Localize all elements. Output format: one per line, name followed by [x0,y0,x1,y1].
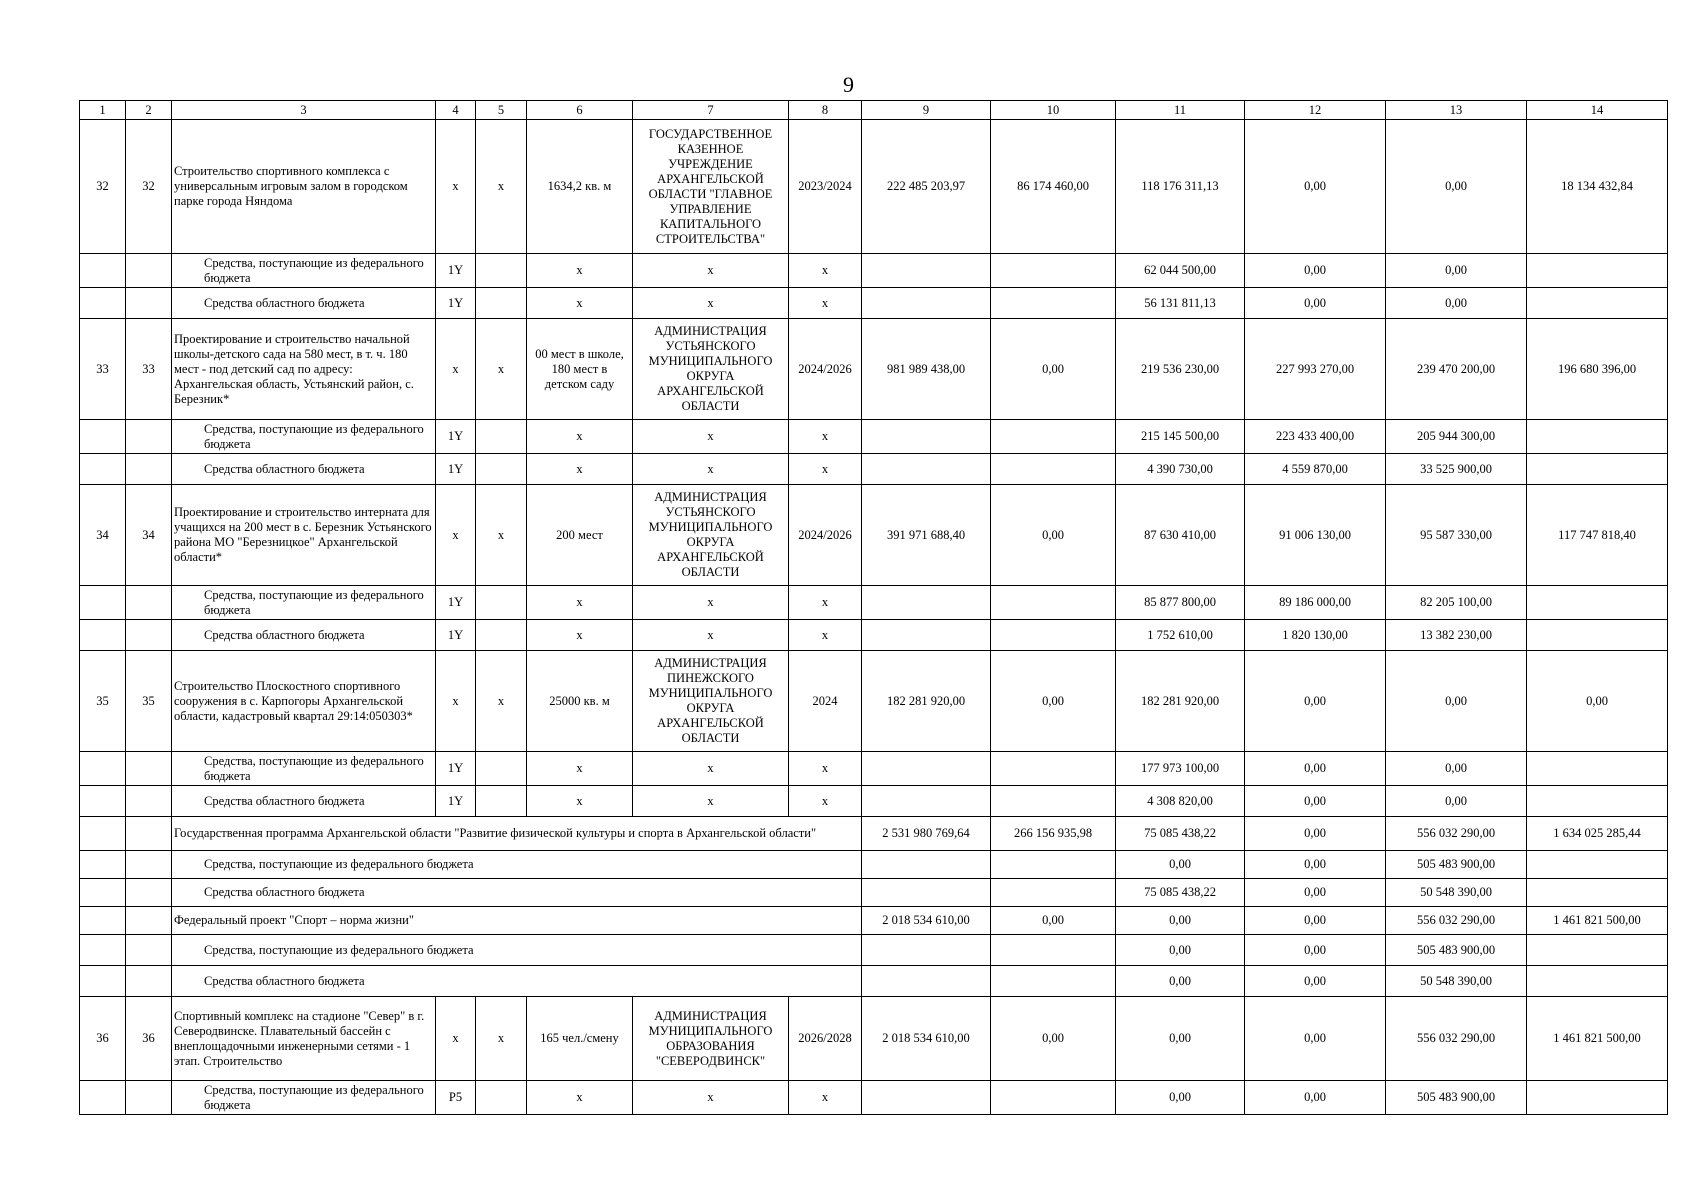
value-9: 2 531 980 769,64 [862,817,991,851]
value-12: 0,00 [1245,851,1386,879]
empty-cell [1527,620,1668,651]
table-row-program [80,817,1668,851]
empty-cell [1527,1081,1668,1115]
table-row-federal [80,752,1668,786]
value-14: 117 747 818,40 [1527,485,1668,586]
empty-cell [1527,966,1668,997]
cell-c6: х [527,454,633,485]
value-12: 0,00 [1245,935,1386,966]
table-row-object [80,120,1668,254]
table-row-regional [80,786,1668,817]
empty-cell [126,620,172,651]
cell-c7: х [633,1081,789,1115]
value-13: 0,00 [1386,786,1527,817]
project-title: Федеральный проект "Спорт – норма жизни" [172,907,862,935]
value-11: 85 877 800,00 [1116,586,1245,620]
table-row-regional [80,454,1668,485]
value-11: 0,00 [1116,907,1245,935]
header-row [80,101,1668,120]
value-13: 505 483 900,00 [1386,851,1527,879]
value-9: 182 281 920,00 [862,651,991,752]
table-row-federal [80,851,1668,879]
empty-cell [80,586,126,620]
table-row-object [80,997,1668,1081]
value-10: 86 174 460,00 [991,120,1116,254]
funding-label: Средства областного бюджета [172,620,436,651]
funding-label: Средства, поступающие из федерального бюджета [172,935,862,966]
funding-label: Средства, поступающие из федерального бюджета [172,420,436,454]
cell-c8: х [789,454,862,485]
value-10: 0,00 [991,997,1116,1081]
cell-c8: х [789,254,862,288]
customer-org: ГОСУДАРСТВЕННОЕ КАЗЕННОЕ УЧРЕЖДЕНИЕ АРХАНГЕЛЬСКОЙ ОБЛАСТИ "ГЛАВНОЕ УПРАВЛЕНИЕ КАПИТАЛЬНОГО СТРОИТЕЛЬСТВА" [633,120,789,254]
value-12: 0,00 [1245,879,1386,907]
col-header: 4 [436,101,476,120]
cell-c4: х [436,997,476,1081]
cell-c4: х [436,319,476,420]
value-11: 1 752 610,00 [1116,620,1245,651]
value-12: 91 006 130,00 [1245,485,1386,586]
value-13: 505 483 900,00 [1386,935,1527,966]
funding-label: Средства областного бюджета [172,786,436,817]
funding-label: Средства областного бюджета [172,966,862,997]
period: 2024/2026 [789,485,862,586]
customer-org: АДМИНИСТРАЦИЯ МУНИЦИПАЛЬНОГО ОБРАЗОВАНИЯ "СЕВЕРОДВИНСК" [633,997,789,1081]
cell-c6: х [527,254,633,288]
budget-code: 1Y [436,454,476,485]
empty-cell [1527,851,1668,879]
value-11: 62 044 500,00 [1116,254,1245,288]
empty-cell [80,879,126,907]
empty-cell [126,454,172,485]
value-13: 0,00 [1386,288,1527,319]
cell-c7: х [633,786,789,817]
table-row-federal [80,1081,1668,1115]
empty-cell [991,966,1116,997]
value-14: 196 680 396,00 [1527,319,1668,420]
cell-c8: х [789,1081,862,1115]
value-9: 222 485 203,97 [862,120,991,254]
col-header: 6 [527,101,633,120]
empty-cell [126,786,172,817]
col-header: 2 [126,101,172,120]
value-11: 215 145 500,00 [1116,420,1245,454]
empty-cell [476,1081,527,1115]
customer-org: АДМИНИСТРАЦИЯ ПИНЕЖСКОГО МУНИЦИПАЛЬНОГО ОКРУГА АРХАНГЕЛЬСКОЙ ОБЛАСТИ [633,651,789,752]
value-14: 0,00 [1527,651,1668,752]
funding-label: Средства областного бюджета [172,288,436,319]
empty-cell [80,420,126,454]
value-13: 0,00 [1386,254,1527,288]
empty-cell [80,620,126,651]
value-10: 0,00 [991,319,1116,420]
empty-cell [80,254,126,288]
empty-cell [476,620,527,651]
empty-cell [862,966,991,997]
empty-cell [991,786,1116,817]
empty-cell [1527,586,1668,620]
value-11: 4 390 730,00 [1116,454,1245,485]
value-12: 0,00 [1245,907,1386,935]
empty-cell [80,752,126,786]
empty-cell [126,966,172,997]
capacity: 200 мест [527,485,633,586]
value-13: 556 032 290,00 [1386,817,1527,851]
budget-code: 1Y [436,288,476,319]
funding-label: Средства областного бюджета [172,454,436,485]
col-header: 5 [476,101,527,120]
funding-label: Средства, поступающие из федерального бюджета [172,586,436,620]
capacity: 25000 кв. м [527,651,633,752]
value-12: 0,00 [1245,651,1386,752]
cell-c8: х [789,420,862,454]
cell-c7: х [633,420,789,454]
empty-cell [126,586,172,620]
empty-cell [126,879,172,907]
capacity: 00 мест в школе, 180 мест в детском саду [527,319,633,420]
empty-cell [476,586,527,620]
empty-cell [1527,752,1668,786]
value-9: 2 018 534 610,00 [862,997,991,1081]
period: 2026/2028 [789,997,862,1081]
value-11: 0,00 [1116,935,1245,966]
empty-cell [991,420,1116,454]
value-13: 82 205 100,00 [1386,586,1527,620]
cell-c8: х [789,288,862,319]
table-row-federal [80,935,1668,966]
value-12: 0,00 [1245,752,1386,786]
value-14: 1 634 025 285,44 [1527,817,1668,851]
value-13: 0,00 [1386,651,1527,752]
budget-code: 1Y [436,752,476,786]
table-row-federal [80,420,1668,454]
budget-code: 1Y [436,254,476,288]
cell-c7: х [633,254,789,288]
empty-cell [862,786,991,817]
value-12: 0,00 [1245,786,1386,817]
table-row-federal [80,586,1668,620]
value-12: 0,00 [1245,1081,1386,1115]
budget-code: 1Y [436,420,476,454]
value-13: 205 944 300,00 [1386,420,1527,454]
row-number: 33 [80,319,126,420]
empty-cell [126,817,172,851]
empty-cell [126,907,172,935]
table-row-object [80,319,1668,420]
value-12: 0,00 [1245,254,1386,288]
value-11: 56 131 811,13 [1116,288,1245,319]
object-name: Строительство Плоскостного спортивного сооружения в с. Карпогоры Архангельской области, кадастровый квартал 29:14:050303* [172,651,436,752]
empty-cell [126,1081,172,1115]
table-row-regional [80,288,1668,319]
cell-c7: х [633,454,789,485]
row-number-2: 35 [126,651,172,752]
value-13: 239 470 200,00 [1386,319,1527,420]
object-name: Проектирование и строительство начальной школы-детского сада на 580 мест, в т. ч. 180 мест - под детский сад по адресу: Архангельская область, Устьянский район, с. Березник* [172,319,436,420]
empty-cell [80,288,126,319]
period: 2023/2024 [789,120,862,254]
empty-cell [476,420,527,454]
empty-cell [991,288,1116,319]
empty-cell [862,454,991,485]
value-9: 981 989 438,00 [862,319,991,420]
empty-cell [476,752,527,786]
table-row-project [80,907,1668,935]
value-13: 50 548 390,00 [1386,966,1527,997]
program-title: Государственная программа Архангельской области "Развитие физической культуры и спорта в Архангельской области" [172,817,862,851]
empty-cell [1527,288,1668,319]
empty-cell [862,620,991,651]
empty-cell [1527,786,1668,817]
value-9: 2 018 534 610,00 [862,907,991,935]
col-header: 9 [862,101,991,120]
cell-c8: х [789,752,862,786]
empty-cell [80,935,126,966]
empty-cell [476,786,527,817]
value-13: 505 483 900,00 [1386,1081,1527,1115]
cell-c6: х [527,1081,633,1115]
value-12: 0,00 [1245,288,1386,319]
table-row-regional [80,879,1668,907]
value-12: 0,00 [1245,997,1386,1081]
empty-cell [991,752,1116,786]
capacity: 1634,2 кв. м [527,120,633,254]
empty-cell [1527,420,1668,454]
empty-cell [991,879,1116,907]
capacity: 165 чел./смену [527,997,633,1081]
empty-cell [1527,935,1668,966]
value-13: 0,00 [1386,752,1527,786]
row-number: 36 [80,997,126,1081]
value-12: 0,00 [1245,817,1386,851]
col-header: 14 [1527,101,1668,120]
empty-cell [80,1081,126,1115]
empty-cell [991,935,1116,966]
empty-cell [991,254,1116,288]
budget-code: Р5 [436,1081,476,1115]
col-header: 10 [991,101,1116,120]
funding-label: Средства, поступающие из федерального бюджета [172,1081,436,1115]
empty-cell [126,851,172,879]
col-header: 1 [80,101,126,120]
row-number: 34 [80,485,126,586]
page-number: 9 [843,72,854,97]
funding-label: Средства, поступающие из федерального бюджета [172,851,862,879]
table-row-regional [80,966,1668,997]
col-header: 13 [1386,101,1527,120]
row-number-2: 32 [126,120,172,254]
cell-c6: х [527,620,633,651]
cell-c7: х [633,586,789,620]
cell-c4: х [436,485,476,586]
value-13: 556 032 290,00 [1386,907,1527,935]
value-11: 0,00 [1116,1081,1245,1115]
funding-label: Средства, поступающие из федерального бюджета [172,254,436,288]
cell-c6: х [527,420,633,454]
row-number: 35 [80,651,126,752]
col-header: 8 [789,101,862,120]
empty-cell [862,586,991,620]
value-12: 4 559 870,00 [1245,454,1386,485]
empty-cell [126,752,172,786]
value-10: 0,00 [991,485,1116,586]
empty-cell [126,420,172,454]
empty-cell [80,786,126,817]
value-13: 556 032 290,00 [1386,997,1527,1081]
row-number-2: 34 [126,485,172,586]
cell-c6: х [527,586,633,620]
object-name: Спортивный комплекс на стадионе "Север" в г. Северодвинске. Плавательный бассейн с внеплощадочными инженерными сетями - 1 этап. Строительство [172,997,436,1081]
empty-cell [991,851,1116,879]
empty-cell [862,935,991,966]
value-11: 177 973 100,00 [1116,752,1245,786]
value-13: 0,00 [1386,120,1527,254]
cell-c8: х [789,786,862,817]
empty-cell [80,454,126,485]
customer-org: АДМИНИСТРАЦИЯ УСТЬЯНСКОГО МУНИЦИПАЛЬНОГО ОКРУГА АРХАНГЕЛЬСКОЙ ОБЛАСТИ [633,485,789,586]
value-11: 0,00 [1116,851,1245,879]
value-14: 1 461 821 500,00 [1527,997,1668,1081]
empty-cell [476,254,527,288]
empty-cell [80,907,126,935]
period: 2024/2026 [789,319,862,420]
value-12: 0,00 [1245,120,1386,254]
object-name: Проектирование и строительство интерната для учащихся на 200 мест в с. Березник Устьянского района МО "Березницкое" Архангельской области* [172,485,436,586]
empty-cell [1527,454,1668,485]
col-header: 7 [633,101,789,120]
cell-c6: х [527,786,633,817]
cell-c8: х [789,620,862,651]
empty-cell [862,288,991,319]
cell-c7: х [633,752,789,786]
empty-cell [126,935,172,966]
empty-cell [80,966,126,997]
value-14: 18 134 432,84 [1527,120,1668,254]
value-11: 75 085 438,22 [1116,817,1245,851]
value-9: 391 971 688,40 [862,485,991,586]
cell-c5: х [476,319,527,420]
empty-cell [991,1081,1116,1115]
value-11: 118 176 311,13 [1116,120,1245,254]
row-number: 32 [80,120,126,254]
table-row-object [80,651,1668,752]
empty-cell [80,817,126,851]
table-row-regional [80,620,1668,651]
value-10: 0,00 [991,651,1116,752]
empty-cell [1527,879,1668,907]
customer-org: АДМИНИСТРАЦИЯ УСТЬЯНСКОГО МУНИЦИПАЛЬНОГО ОКРУГА АРХАНГЕЛЬСКОЙ ОБЛАСТИ [633,319,789,420]
value-13: 50 548 390,00 [1386,879,1527,907]
empty-cell [1527,254,1668,288]
empty-cell [862,1081,991,1115]
cell-c5: х [476,120,527,254]
value-11: 182 281 920,00 [1116,651,1245,752]
cell-c7: х [633,620,789,651]
budget-code: 1Y [436,786,476,817]
empty-cell [991,454,1116,485]
col-header: 3 [172,101,436,120]
value-12: 227 993 270,00 [1245,319,1386,420]
value-10: 266 156 935,98 [991,817,1116,851]
col-header: 12 [1245,101,1386,120]
empty-cell [476,288,527,319]
value-11: 4 308 820,00 [1116,786,1245,817]
value-13: 95 587 330,00 [1386,485,1527,586]
value-11: 0,00 [1116,997,1245,1081]
value-13: 13 382 230,00 [1386,620,1527,651]
empty-cell [991,620,1116,651]
empty-cell [126,288,172,319]
funding-label: Средства областного бюджета [172,879,862,907]
empty-cell [126,254,172,288]
empty-cell [80,851,126,879]
value-11: 75 085 438,22 [1116,879,1245,907]
cell-c4: х [436,651,476,752]
cell-c7: х [633,288,789,319]
period: 2024 [789,651,862,752]
row-number-2: 36 [126,997,172,1081]
empty-cell [476,454,527,485]
budget-code: 1Y [436,620,476,651]
value-14: 1 461 821 500,00 [1527,907,1668,935]
cell-c5: х [476,485,527,586]
value-12: 0,00 [1245,966,1386,997]
value-12: 223 433 400,00 [1245,420,1386,454]
empty-cell [862,254,991,288]
value-12: 89 186 000,00 [1245,586,1386,620]
cell-c6: х [527,752,633,786]
value-13: 33 525 900,00 [1386,454,1527,485]
funding-label: Средства, поступающие из федерального бюджета [172,752,436,786]
value-11: 87 630 410,00 [1116,485,1245,586]
col-header: 11 [1116,101,1245,120]
table-row-federal [80,254,1668,288]
value-12: 1 820 130,00 [1245,620,1386,651]
empty-cell [862,420,991,454]
empty-cell [862,879,991,907]
value-10: 0,00 [991,907,1116,935]
budget-code: 1Y [436,586,476,620]
cell-c4: х [436,120,476,254]
cell-c5: х [476,651,527,752]
row-number-2: 33 [126,319,172,420]
empty-cell [862,851,991,879]
cell-c6: х [527,288,633,319]
cell-c8: х [789,586,862,620]
value-11: 219 536 230,00 [1116,319,1245,420]
table-row-object [80,485,1668,586]
empty-cell [991,586,1116,620]
cell-c5: х [476,997,527,1081]
object-name: Строительство спортивного комплекса с универсальным игровым залом в городском парке города Няндома [172,120,436,254]
value-11: 0,00 [1116,966,1245,997]
budget-table [79,100,1668,1115]
empty-cell [862,752,991,786]
